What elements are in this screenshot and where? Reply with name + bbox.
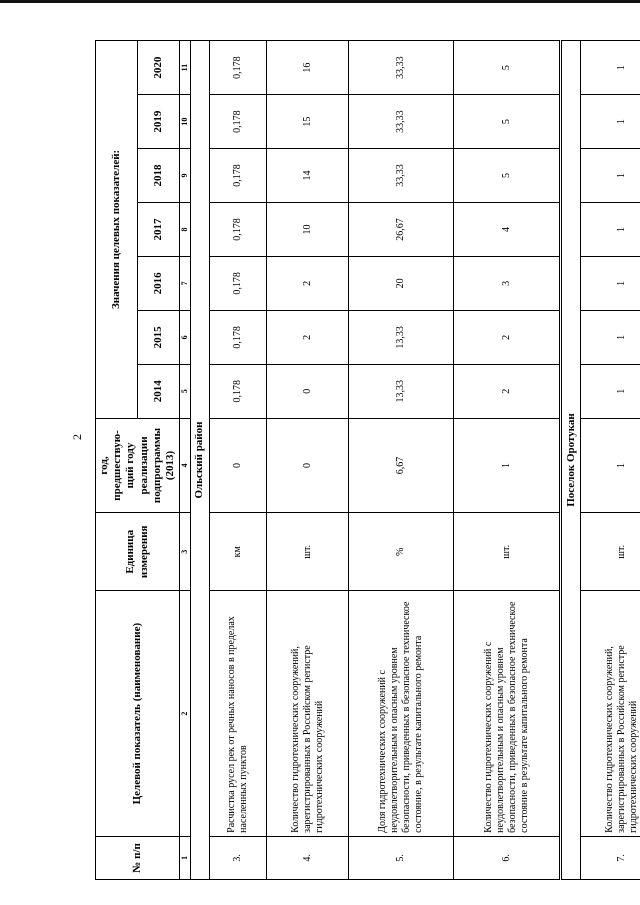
row-value: 0,178 bbox=[209, 364, 267, 418]
header-indicator: Целевой показатель (наименование) bbox=[96, 591, 180, 836]
table-row bbox=[267, 41, 348, 880]
row-value: 1 bbox=[581, 364, 640, 418]
row-indicator: Количество гидротехнических сооружений с неудовлетворительным и опасным уровнем безопасности, приведенных в безопасное техническое состояние в результате капитального ремонта bbox=[454, 591, 561, 836]
row-indicator: Расчистка русел рек от речных наносов в пределах населенных пунктов bbox=[209, 591, 267, 836]
row-value: 3 bbox=[454, 256, 561, 310]
row-indicator: Доля гидротехнических сооружений с неудовлетворительным и опасным уровнем безопасности, приведенных в безопасное техническое состояние, в результате капитального ремонта bbox=[348, 591, 453, 836]
row-value: 5 bbox=[454, 41, 561, 95]
row-value: 2 bbox=[267, 310, 348, 364]
row-value: 1 bbox=[581, 310, 640, 364]
row-value: 16 bbox=[267, 41, 348, 95]
top-border-line bbox=[0, 0, 640, 3]
header-values-group: Значения целевых показателей: bbox=[96, 41, 138, 419]
row-value: 0,178 bbox=[209, 95, 267, 149]
row-unit: шт. bbox=[454, 513, 561, 591]
header-year: 2015 bbox=[138, 310, 180, 364]
row-value: 2 bbox=[267, 256, 348, 310]
targets-table bbox=[95, 40, 640, 880]
table-row bbox=[348, 41, 453, 880]
row-value: 10 bbox=[267, 203, 348, 257]
rotated-table-wrapper bbox=[95, 40, 639, 880]
row-num: 3. bbox=[209, 836, 267, 879]
row-value: 33,33 bbox=[348, 149, 453, 203]
column-index: 7 bbox=[180, 256, 191, 310]
header-year: 2019 bbox=[138, 95, 180, 149]
section-title: Поселок Оротукан bbox=[561, 41, 581, 880]
row-num: 4. bbox=[267, 836, 348, 879]
row-indicator: Количество гидротехнических сооружений, зарегистрированных в Российском регистре гидротехнических сооружений bbox=[581, 591, 640, 836]
table-row bbox=[581, 41, 640, 880]
row-value: 13,33 bbox=[348, 364, 453, 418]
row-value: 33,33 bbox=[348, 41, 453, 95]
row-value: 13,33 bbox=[348, 310, 453, 364]
row-base: 6,67 bbox=[348, 418, 453, 512]
row-value: 15 bbox=[267, 95, 348, 149]
table-row bbox=[209, 41, 267, 880]
row-value: 0,178 bbox=[209, 203, 267, 257]
row-unit: шт. bbox=[581, 513, 640, 591]
section-title: Ольский район bbox=[190, 41, 209, 880]
header-year: 2020 bbox=[138, 41, 180, 95]
row-value: 0,178 bbox=[209, 310, 267, 364]
column-index: 2 bbox=[180, 591, 191, 836]
row-value: 1 bbox=[581, 41, 640, 95]
row-value: 0 bbox=[267, 364, 348, 418]
column-index: 1 bbox=[180, 836, 191, 879]
header-year: 2016 bbox=[138, 256, 180, 310]
row-value: 14 bbox=[267, 149, 348, 203]
row-value: 20 bbox=[348, 256, 453, 310]
column-index: 3 bbox=[180, 513, 191, 591]
row-unit: км bbox=[209, 513, 267, 591]
row-unit: шт. bbox=[267, 513, 348, 591]
page-number: 2 bbox=[70, 434, 84, 440]
column-index: 8 bbox=[180, 203, 191, 257]
row-value: 4 bbox=[454, 203, 561, 257]
row-base: 0 bbox=[267, 418, 348, 512]
row-value: 1 bbox=[581, 149, 640, 203]
row-value: 0,178 bbox=[209, 256, 267, 310]
header-year: 2014 bbox=[138, 364, 180, 418]
row-value: 33,33 bbox=[348, 95, 453, 149]
row-value: 0,178 bbox=[209, 149, 267, 203]
header-base-year: год, предшествую-щий году реализации подпрограммы (2013) bbox=[96, 418, 180, 512]
column-index: 5 bbox=[180, 364, 191, 418]
header-num: № п/п bbox=[96, 836, 180, 879]
row-base: 0 bbox=[209, 418, 267, 512]
column-index: 4 bbox=[180, 418, 191, 512]
row-num: 5. bbox=[348, 836, 453, 879]
column-index: 11 bbox=[180, 41, 191, 95]
row-value: 5 bbox=[454, 149, 561, 203]
row-value: 26,67 bbox=[348, 203, 453, 257]
row-value: 2 bbox=[454, 364, 561, 418]
column-index: 9 bbox=[180, 149, 191, 203]
row-value: 1 bbox=[581, 95, 640, 149]
row-value: 2 bbox=[454, 310, 561, 364]
row-value: 5 bbox=[454, 95, 561, 149]
row-value: 1 bbox=[581, 256, 640, 310]
row-base: 1 bbox=[581, 418, 640, 512]
column-index: 6 bbox=[180, 310, 191, 364]
row-base: 1 bbox=[454, 418, 561, 512]
row-unit: % bbox=[348, 513, 453, 591]
row-num: 7. bbox=[581, 836, 640, 879]
table-row bbox=[454, 41, 561, 880]
header-year: 2018 bbox=[138, 149, 180, 203]
row-value: 0,178 bbox=[209, 41, 267, 95]
row-indicator: Количество гидротехнических сооружений, зарегистрированных в Российском регистре гидротехнических сооружений bbox=[267, 591, 348, 836]
header-year: 2017 bbox=[138, 203, 180, 257]
row-num: 6. bbox=[454, 836, 561, 879]
row-value: 1 bbox=[581, 203, 640, 257]
header-unit: Единица измерения bbox=[96, 513, 180, 591]
column-index: 10 bbox=[180, 95, 191, 149]
